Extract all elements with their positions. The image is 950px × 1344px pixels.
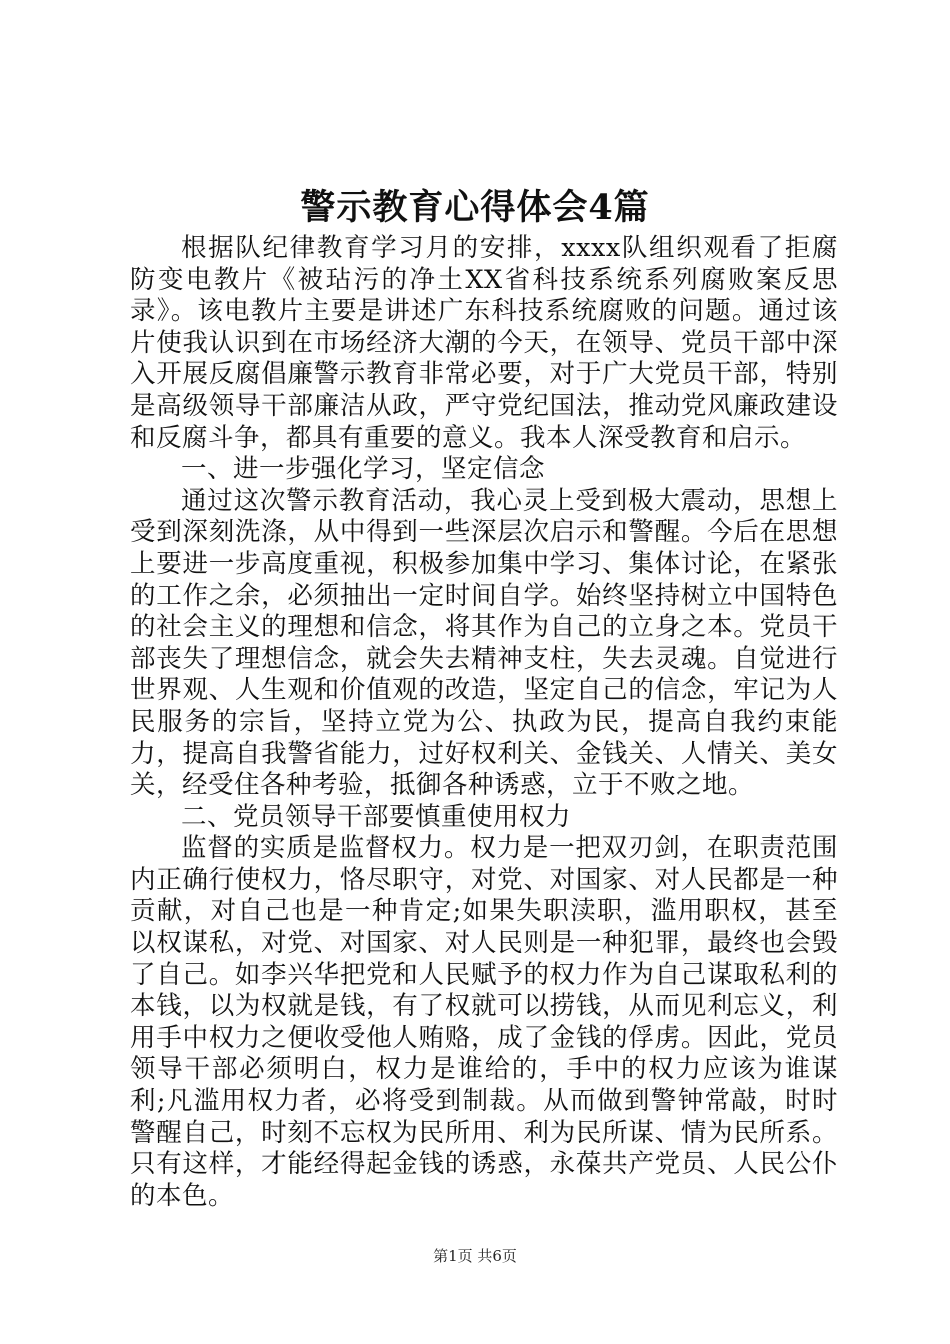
document-title: 警示教育心得体会4篇 (300, 187, 650, 228)
paragraph-section-1: 通过这次警示教育活动，我心灵上受到极大震动，思想上受到深刻洗涤，从中得到一些深层次启示和警醒。今后在思想上要进一步高度重视，积极参加集中学习、集体讨论，在紧张的工作之余，必须抽出一定时间自学。始终坚持树立中国特色的社会主义的理想和信念，将其作为自己的立身之本。党员干部丧失了理想信念，就会失去精神支柱，失去灵魂。自觉进行世界观、人生观和价值观的改造，坚定自己的信念，牢记为人民服务的宗旨，坚持立党为公、执政为民，提高自我约束能力，提高自我警省能力，过好权利关、金钱关、人情关、美女关，经受住各种考验，抵御各种诱惑，立于不败之地。 (130, 485, 838, 801)
section-heading-1: 一、进一步强化学习，坚定信念 (181, 454, 546, 485)
page-number-footer: 第1页 共6页 (433, 1247, 517, 1265)
paragraph-intro: 根据队纪律教育学习月的安排，xxxx队组织观看了拒腐防变电教片《被玷污的净土XX省科技系统系列腐败案反思录》。该电教片主要是讲述广东科技系统腐败的问题。通过该片使我认识到在市场经济大潮的今天，在领导、党员干部中深入开展反腐倡廉警示教育非常必要，对于广大党员干部，特别是高级领导干部廉洁从政，严守党纪国法，推动党风廉政建设和反腐斗争，都具有重要的意义。我本人深受教育和启示。 (130, 233, 838, 453)
section-heading-2: 二、党员领导干部要慎重使用权力 (181, 801, 572, 832)
document-body (130, 233, 838, 1212)
paragraph-section-2: 监督的实质是监督权力。权力是一把双刃剑，在职责范围内正确行使权力，恪尽职守，对党、对国家、对人民都是一种贡献，对自己也是一种肯定;如果失职渎职，滥用职权，甚至以权谋私，对党、对国家、对人民则是一种犯罪，最终也会毁了自己。如李兴华把党和人民赋予的权力作为自己谋取私利的本钱，以为权就是钱，有了权就可以捞钱，从而见利忘义，利用手中权力之便收受他人贿赂，成了金钱的俘虏。因此，党员领导干部必须明白，权力是谁给的，手中的权力应该为谁谋利;凡滥用权力者，必将受到制裁。从而做到警钟常敲，时时警醒自己，时刻不忘权为民所用、利为民所谋、情为民所系。只有这样，才能经得起金钱的诱惑，永葆共产党员、人民公仆的本色。 (130, 833, 838, 1211)
